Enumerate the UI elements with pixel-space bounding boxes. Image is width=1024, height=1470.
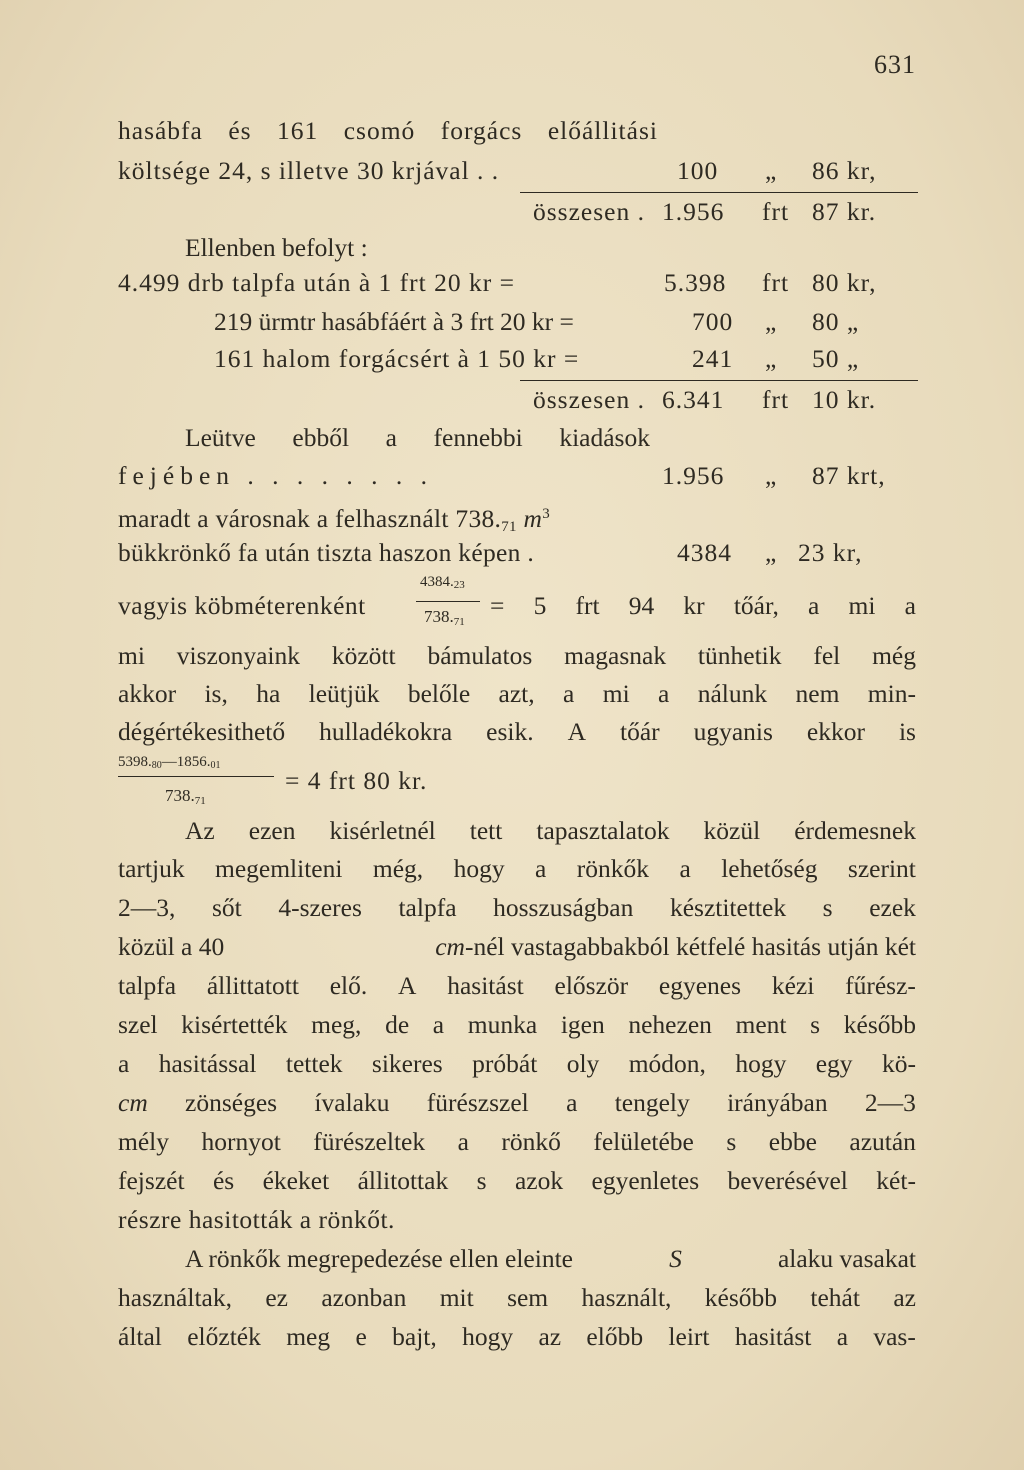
- word: Az: [185, 816, 215, 845]
- row-unit: frt: [762, 197, 790, 226]
- text-line: [118, 1165, 916, 1197]
- word: hogy: [453, 854, 505, 883]
- word: tett: [469, 816, 503, 845]
- word: vas-: [873, 1322, 916, 1351]
- word: viszonyaink: [176, 641, 300, 670]
- word: ment: [735, 1010, 787, 1039]
- word: hogy: [462, 1322, 514, 1351]
- text-line: [118, 1087, 916, 1119]
- word: tehát: [810, 1283, 860, 1312]
- word: megemliteni: [215, 854, 343, 883]
- word: hasitást: [447, 971, 524, 1000]
- word: leirt: [668, 1322, 710, 1351]
- word: csomó: [343, 116, 416, 145]
- unit-italic: cm: [435, 932, 465, 961]
- word: egy: [815, 1049, 853, 1078]
- fraction-bar: [416, 601, 480, 602]
- word: fűrész-: [845, 971, 916, 1000]
- word: két-: [876, 1166, 916, 1195]
- row-kr: 86 kr,: [812, 156, 877, 185]
- word: Leütve: [185, 423, 256, 452]
- word: kisérletnél: [329, 816, 436, 845]
- text-line: [118, 931, 916, 963]
- word: ívalaku: [314, 1088, 390, 1117]
- text-line: [185, 815, 916, 847]
- fraction-denominator: [424, 607, 465, 628]
- word: szel: [118, 1010, 158, 1039]
- row-kr: 87 krt,: [812, 461, 886, 490]
- word: tartjuk: [118, 854, 185, 883]
- num-text: —1856.: [161, 754, 211, 770]
- row-label: fejében . . . . . . . .: [118, 461, 434, 490]
- word: azonban: [321, 1283, 407, 1312]
- sum-rule: [520, 380, 918, 381]
- text-line: [118, 1282, 916, 1314]
- word: érdemesnek: [794, 816, 916, 845]
- word: tengely: [614, 1088, 690, 1117]
- word: használtak,: [118, 1283, 232, 1312]
- word: s: [822, 893, 833, 922]
- row-unit: „: [765, 307, 778, 336]
- word: módon,: [628, 1049, 706, 1078]
- word: bajt,: [392, 1322, 437, 1351]
- word: rönkők: [576, 854, 650, 883]
- word: tapasztalatok: [536, 816, 670, 845]
- row-unit: „: [765, 344, 778, 373]
- word: mi: [118, 641, 145, 670]
- word: a: [808, 591, 820, 620]
- num-text: 5398.: [118, 754, 152, 770]
- word: sőt: [211, 893, 242, 922]
- line-text: maradt a városnak a felhasznált 738.: [118, 504, 502, 533]
- word: a: [563, 679, 575, 708]
- row-amount: 1.956: [662, 461, 725, 490]
- word: 94: [628, 591, 655, 620]
- word: azok: [514, 1166, 564, 1195]
- word: ebbe: [768, 1127, 817, 1156]
- word: ugyanis: [693, 717, 773, 746]
- word: egyenes: [658, 971, 742, 1000]
- word: ha: [256, 679, 281, 708]
- word: felületébe: [593, 1127, 694, 1156]
- word: irányában: [727, 1088, 828, 1117]
- text-line: [118, 1048, 916, 1080]
- line-text: -nél vastagabbakból kétfelé hasitás utján két: [464, 932, 916, 961]
- word: közül: [703, 816, 761, 845]
- word: ezen: [248, 816, 296, 845]
- word: 5: [533, 591, 547, 620]
- line-text: vagyis köbméterenként: [118, 591, 366, 620]
- word: bámulatos: [427, 641, 533, 670]
- word: is: [898, 717, 916, 746]
- word: mit: [439, 1283, 474, 1312]
- subscript: 71: [501, 519, 517, 535]
- text-line: [185, 422, 650, 454]
- sum-rule: [520, 192, 918, 193]
- row-label: költsége 24, s illetve 30 krjával . .: [118, 156, 500, 185]
- word: esik.: [486, 717, 534, 746]
- word: A: [398, 971, 417, 1000]
- word: s: [476, 1166, 487, 1195]
- fraction-bar: [118, 776, 274, 777]
- row-unit: frt: [762, 385, 790, 414]
- letter-italic: S: [669, 1244, 682, 1273]
- text-line: részre hasitották a rönkőt.: [118, 1205, 395, 1234]
- word: akkor: [118, 679, 177, 708]
- word: mi: [848, 591, 876, 620]
- text-line: [118, 892, 916, 924]
- line-text: közül a 40: [118, 932, 225, 961]
- word: kiadások: [559, 423, 650, 452]
- word: 2—3,: [118, 893, 176, 922]
- word: sikeres: [371, 1049, 443, 1078]
- word: magasnak: [564, 641, 667, 670]
- word: a: [118, 1049, 130, 1078]
- word: által: [118, 1322, 162, 1351]
- word: a: [658, 679, 670, 708]
- text-line: Ellenben befolyt :: [185, 233, 368, 262]
- word: lehetőség: [721, 854, 818, 883]
- word: tőár: [619, 717, 660, 746]
- line-text: [435, 931, 916, 963]
- word: hasábfa: [118, 116, 203, 145]
- row-amount: 4384: [677, 538, 732, 567]
- word: hasitást: [734, 1322, 812, 1351]
- word: 2—3: [864, 1088, 916, 1117]
- word: használt,: [581, 1283, 672, 1312]
- word: azután: [849, 1127, 916, 1156]
- word: még,: [372, 854, 424, 883]
- page-number: 631: [874, 50, 916, 79]
- line-text: = 4 frt 80 kr.: [285, 766, 428, 795]
- word: nehezen: [628, 1010, 712, 1039]
- word: és: [228, 116, 252, 145]
- superscript: 3: [542, 506, 551, 522]
- fraction-numerator: [118, 754, 221, 771]
- word: előbb: [586, 1322, 644, 1351]
- unit-italic: cm: [118, 1088, 148, 1117]
- word: forgács: [440, 116, 523, 145]
- text-line: [118, 115, 658, 147]
- word: között: [331, 641, 396, 670]
- text-line: [118, 640, 916, 672]
- word: előzték: [187, 1322, 261, 1351]
- text-line: [118, 853, 916, 885]
- word: meg,: [311, 1010, 362, 1039]
- row-label: 4.499 drb talpfa után à 1 frt 20 kr =: [118, 268, 515, 297]
- word: próbát: [472, 1049, 538, 1078]
- word: sem: [507, 1283, 549, 1312]
- word: de: [385, 1010, 410, 1039]
- row-unit: „: [765, 156, 778, 185]
- num-text: 4384.: [420, 574, 454, 590]
- text-line: [118, 970, 916, 1002]
- row-unit: „: [765, 538, 778, 567]
- word: zönséges: [185, 1088, 278, 1117]
- subscript: 71: [194, 795, 206, 807]
- word: állittatott: [206, 971, 299, 1000]
- row-label: 161 halom forgácsért à 1 50 kr =: [214, 344, 580, 373]
- word: min-: [867, 679, 916, 708]
- row-amount: 1.956: [662, 197, 725, 226]
- word: ékeket: [262, 1166, 330, 1195]
- word: és: [212, 1166, 235, 1195]
- word: ekkor: [806, 717, 865, 746]
- word: a: [904, 591, 916, 620]
- subscript: 01: [210, 760, 221, 771]
- word: s: [726, 1127, 737, 1156]
- word: kö-: [881, 1049, 916, 1078]
- text-line: [118, 1321, 916, 1353]
- word: A: [567, 717, 587, 746]
- word: e: [355, 1322, 367, 1351]
- word: mi: [602, 679, 630, 708]
- word: kisértették: [181, 1010, 288, 1039]
- row-kr: 87 kr.: [812, 197, 877, 226]
- word: hulladékokra: [319, 717, 453, 746]
- row-label: bükkrönkő fa után tiszta haszon képen .: [118, 538, 535, 567]
- word: is,: [204, 679, 228, 708]
- word: kézi: [771, 971, 815, 1000]
- fraction-denominator: [165, 786, 206, 807]
- word: mély: [118, 1127, 169, 1156]
- row-kr: 80 „: [812, 307, 860, 336]
- text-line: [118, 716, 916, 748]
- word: ez: [265, 1283, 288, 1312]
- word: beverésével: [727, 1166, 848, 1195]
- word: s: [810, 1010, 821, 1039]
- ledger-row: [118, 155, 916, 187]
- word: fejszét: [118, 1166, 185, 1195]
- word: belőle: [407, 679, 471, 708]
- line-text: alaku vasakat: [777, 1244, 916, 1273]
- word: nem: [795, 679, 840, 708]
- word: az: [893, 1283, 916, 1312]
- row-kr: 10 kr.: [812, 385, 877, 414]
- subscript: 71: [453, 616, 465, 628]
- word: az: [538, 1322, 562, 1351]
- den-text: 738.: [424, 607, 454, 626]
- text-line: [185, 1243, 916, 1275]
- word: =: [490, 591, 505, 620]
- word: szerint: [847, 854, 916, 883]
- word: tettek: [285, 1049, 343, 1078]
- word: igen: [560, 1010, 605, 1039]
- word: dégértékesithető: [118, 717, 286, 746]
- word: munka: [467, 1010, 538, 1039]
- fraction-numerator: [420, 574, 465, 591]
- row-amount: 241: [692, 344, 734, 373]
- word: később: [704, 1283, 778, 1312]
- word: a: [836, 1322, 849, 1351]
- word: talpfa: [118, 971, 177, 1000]
- word: a: [432, 1010, 445, 1039]
- word: a: [535, 854, 547, 883]
- subscript: 23: [453, 579, 465, 591]
- word: egyenletes: [591, 1166, 700, 1195]
- word: hasitással: [158, 1049, 257, 1078]
- word: rönkő: [501, 1127, 561, 1156]
- word: még: [872, 641, 916, 670]
- word: nálunk: [697, 679, 768, 708]
- word: azt,: [498, 679, 535, 708]
- text-line: [118, 1126, 916, 1158]
- row-amount: 700: [692, 307, 734, 336]
- row-label: összesen .: [533, 197, 645, 226]
- subscript: 80: [151, 760, 162, 771]
- text-line: [118, 1009, 916, 1041]
- word: késztitettek: [669, 893, 787, 922]
- unit-italic: m: [523, 504, 543, 533]
- row-amount: 6.341: [662, 385, 725, 414]
- word: fennebbi: [433, 423, 523, 452]
- word: leütjük: [308, 679, 380, 708]
- row-amount: 5.398: [664, 268, 727, 297]
- word: később: [843, 1010, 916, 1039]
- word: a: [385, 423, 397, 452]
- word: fel: [813, 641, 841, 670]
- word: tünhetik: [697, 641, 782, 670]
- row-label: 219 ürmtr hasábfáért à 3 frt 20 kr =: [214, 307, 574, 336]
- word: frt: [575, 591, 600, 620]
- word: oly: [566, 1049, 600, 1078]
- den-text: 738.: [165, 786, 195, 805]
- word: 161: [277, 116, 319, 145]
- word: a: [566, 1088, 578, 1117]
- word: hornyot: [201, 1127, 281, 1156]
- word: 4-szeres: [278, 893, 362, 922]
- row-label: összesen .: [533, 385, 645, 414]
- line-text: A rönkők megrepedezése ellen eleinte: [185, 1244, 573, 1273]
- text-line: [118, 678, 916, 710]
- word: először: [554, 971, 629, 1000]
- word: a: [457, 1127, 469, 1156]
- word: előállitási: [547, 116, 658, 145]
- word: kr: [683, 591, 705, 620]
- word: hosszuságban: [493, 893, 634, 922]
- word: meg: [286, 1322, 331, 1351]
- word: a: [679, 854, 691, 883]
- row-kr: 23 kr,: [798, 538, 863, 567]
- word: talpfa: [398, 893, 457, 922]
- word: állitottak: [357, 1166, 449, 1195]
- row-kr: 50 „: [812, 344, 860, 373]
- word: ezek: [869, 893, 916, 922]
- row-unit: „: [765, 461, 778, 490]
- word: fürészeltek: [313, 1127, 426, 1156]
- word: hogy: [735, 1049, 787, 1078]
- row-unit: frt: [762, 268, 790, 297]
- word: fürészszel: [426, 1088, 529, 1117]
- row-amount: 100: [677, 156, 719, 185]
- row-kr: 80 kr,: [812, 268, 877, 297]
- word: ebből: [292, 423, 350, 452]
- word: tőár,: [733, 591, 779, 620]
- text-line: [490, 590, 916, 622]
- word: elő.: [329, 971, 368, 1000]
